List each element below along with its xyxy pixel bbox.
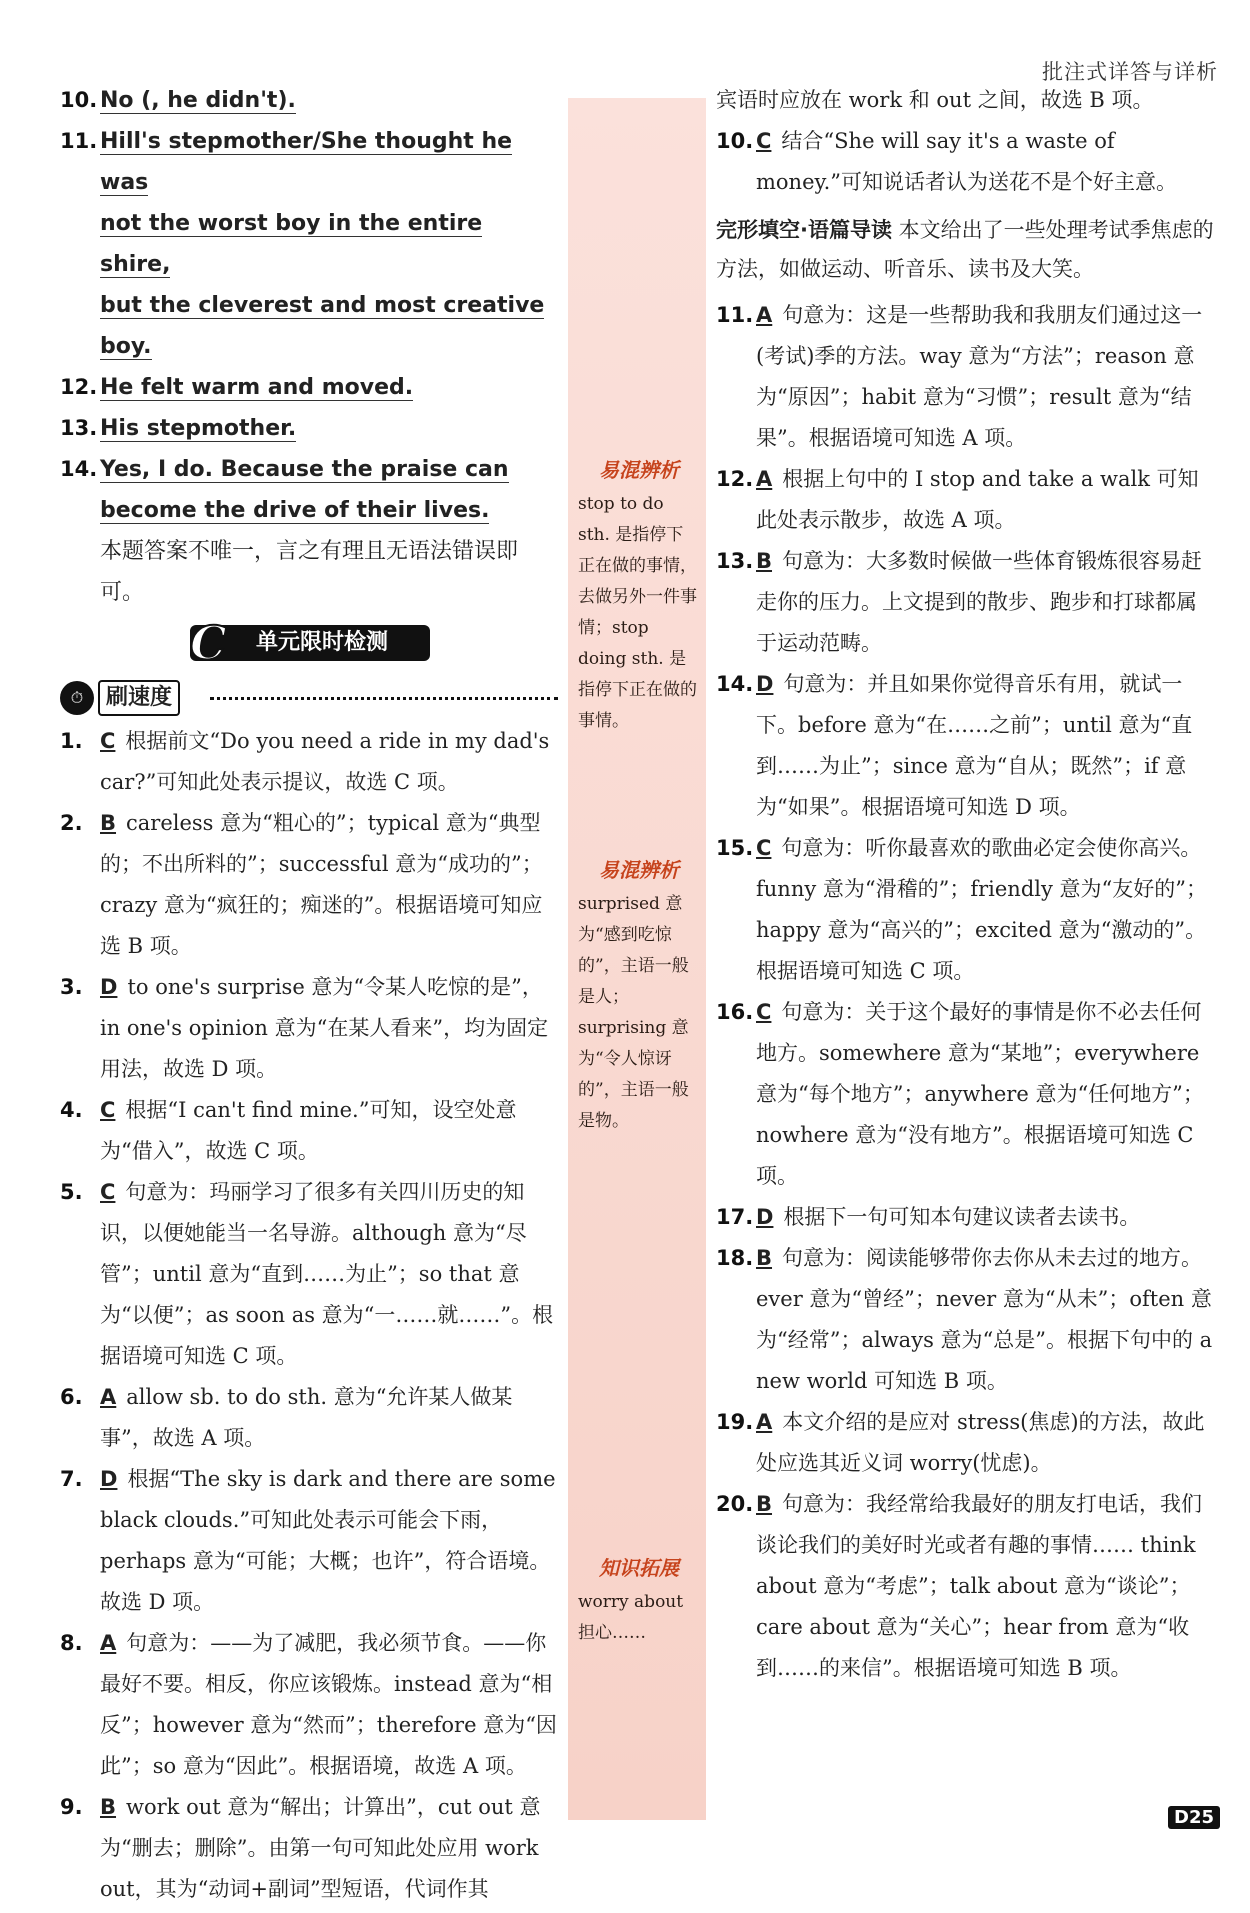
answer-number: 11. bbox=[60, 129, 98, 153]
answer-line: but the cleverest and most creative boy. bbox=[100, 293, 545, 359]
answer-number: 2. bbox=[60, 811, 83, 835]
answer-explanation: 句意为：阅读能够带你去你从未去过的地方。ever 意为“曾经”；never 意为“从未”；often 意为“经常”；always 意为“总是”。根据下句中的 a new world 可知选 B 项。 bbox=[756, 1246, 1213, 1393]
answer-key: B bbox=[100, 811, 117, 835]
answer-line: not the worst boy in the entire shire, bbox=[100, 211, 483, 277]
answer-number: 6. bbox=[60, 1385, 83, 1409]
answer-explanation: careless 意为“粗心的”；typical 意为“典型的；不出所料的”；successful 意为“成功的”；crazy 意为“疯狂的；痴迷的”。根据语境可知应选 B 项。 bbox=[100, 811, 543, 958]
reading-label: 完形填空·语篇导读 bbox=[716, 218, 892, 242]
written-answers bbox=[60, 80, 558, 613]
reading-intro bbox=[716, 211, 1216, 289]
answer-number: 13. bbox=[716, 549, 754, 573]
answer-number: 1. bbox=[60, 729, 83, 753]
answer-number: 4. bbox=[60, 1098, 83, 1122]
answer-number: 12. bbox=[716, 467, 754, 491]
reading-text: 本文给出了一些处理考试季焦虑的方法，如做运动、听音乐、读书及大笑。 bbox=[716, 218, 1214, 281]
written-answer-item bbox=[60, 121, 558, 367]
written-answer-item bbox=[60, 80, 558, 121]
answer-line: become the drive of their lives. bbox=[100, 498, 490, 523]
answer-number: 20. bbox=[716, 1492, 754, 1516]
answer-item bbox=[716, 1484, 1216, 1689]
answer-item bbox=[60, 803, 558, 967]
section-heading bbox=[60, 616, 558, 670]
answer-explanation: 句意为：我经常给我最好的朋友打电话，我们谈论我们的美好时光或者有趣的事情…… think about 意为“考虑”；talk about 意为“谈论”；care about 意为“关心”；hear from 意为“收到……的来信”。根据语境可知选 B 项。 bbox=[756, 1492, 1203, 1680]
answer-item bbox=[60, 1623, 558, 1787]
answer-explanation: 句意为：这是一些帮助我和我朋友们通过这一(考试)季的方法。way 意为“方法”；reason 意为“原因”；habit 意为“习惯”；result 意为“结果”。根据语境可知选 A 项。 bbox=[756, 303, 1203, 450]
answer-explanation: 句意为：玛丽学习了很多有关四川历史的知识，以便她能当一名导游。although 意为“尽管”；until 意为“直到……为止”；so that 意为“以便”；as soon as 意为“一……就……”。根据语境可知选 C 项。 bbox=[100, 1180, 554, 1368]
answer-number: 10. bbox=[60, 88, 98, 112]
answer-key: C bbox=[756, 836, 772, 860]
answer-item bbox=[60, 1377, 558, 1459]
answer-text bbox=[100, 80, 558, 121]
answer-explanation: 根据下一句可知本句建议读者去读书。 bbox=[783, 1205, 1141, 1229]
answer-item bbox=[716, 1238, 1216, 1402]
answer-key: A bbox=[756, 303, 773, 327]
answer-explanation: 根据前文“Do you need a ride in my dad's car?”可知此处表示提议，故选 C 项。 bbox=[100, 729, 550, 794]
answer-explanation: 句意为：听你最喜欢的歌曲必定会使你高兴。funny 意为“滑稽的”；friendly 意为“友好的”；happy 意为“高兴的”；excited 意为“激动的”。根据语境可知选 C 项。 bbox=[756, 836, 1208, 983]
answer-line-row bbox=[100, 490, 558, 531]
answer-explanation: 句意为：并且如果你觉得音乐有用，就试一下。before 意为“在……之前”；until 意为“直到……为止”；since 意为“自从；既然”；if 意为“如果”。根据语境可知选 D 项。 bbox=[756, 672, 1193, 819]
answer-key: B bbox=[100, 1795, 117, 1819]
answer-text bbox=[100, 367, 558, 408]
continued-text: 宾语时应放在 work 和 out 之间，故选 B 项。 bbox=[716, 88, 1154, 112]
answer-item bbox=[716, 295, 1216, 459]
answer-number: 16. bbox=[716, 1000, 754, 1024]
answer-key: B bbox=[756, 1246, 773, 1270]
answer-explanation: allow sb. to do sth. 意为“允许某人做某事”，故选 A 项。 bbox=[100, 1385, 513, 1450]
answer-key: C bbox=[100, 1098, 116, 1122]
answer-item bbox=[60, 1787, 558, 1910]
answer-item bbox=[716, 541, 1216, 664]
answer-number: 5. bbox=[60, 1180, 83, 1204]
answer-text bbox=[100, 408, 558, 449]
side-note-2 bbox=[578, 855, 700, 1137]
answer-text bbox=[100, 121, 558, 367]
answer-item bbox=[60, 1090, 558, 1172]
answer-number: 10. bbox=[716, 129, 754, 153]
answer-number: 8. bbox=[60, 1631, 83, 1655]
answer-item bbox=[716, 1197, 1216, 1238]
side-note-3 bbox=[578, 1553, 700, 1649]
answer-line-row bbox=[100, 285, 558, 367]
answer-key: A bbox=[100, 1385, 117, 1409]
answer-number: 15. bbox=[716, 836, 754, 860]
answer-item bbox=[716, 992, 1216, 1197]
answer-key: A bbox=[756, 1410, 773, 1434]
answer-number: 14. bbox=[716, 672, 754, 696]
answer-line: His stepmother. bbox=[100, 416, 297, 441]
answer-number: 7. bbox=[60, 1467, 83, 1491]
note-text: worry about 担心…… bbox=[578, 1592, 684, 1643]
answer-explanation: to one's surprise 意为“令某人吃惊的是”，in one's opinion 意为“在某人看来”，均为固定用法，故选 D 项。 bbox=[100, 975, 549, 1081]
speed-heading bbox=[60, 677, 558, 719]
note-title: 易混辨析 bbox=[599, 458, 679, 482]
answer-key: D bbox=[756, 672, 774, 696]
answer-key: D bbox=[756, 1205, 774, 1229]
answer-line: He felt warm and moved. bbox=[100, 375, 414, 400]
answer-explanation: 根据上句中的 I stop and take a walk 可知此处表示散步，故选 A 项。 bbox=[756, 467, 1199, 532]
answer-list-right bbox=[716, 295, 1216, 1689]
stopwatch-icon: ⏱ bbox=[60, 681, 94, 715]
answer-explanation: 结合“She will say it's a waste of money.”可知说话者认为送花不是个好主意。 bbox=[756, 129, 1177, 194]
answer-explanation: 本文介绍的是应对 stress(焦虑)的方法，故此处应选其近义词 worry(忧虑)。 bbox=[756, 1410, 1205, 1475]
dotted-divider bbox=[210, 697, 558, 700]
section-title: 单元限时检测 bbox=[190, 625, 430, 661]
answer-item bbox=[716, 121, 1216, 203]
answer-explanation: work out 意为“解出；计算出”，cut out 意为“删去；删除”。由第一句可知此处应用 work out，其为“动词+副词”型短语，代词作其 bbox=[100, 1795, 541, 1901]
answer-number: 19. bbox=[716, 1410, 754, 1434]
answer-number: 14. bbox=[60, 457, 98, 481]
answer-item bbox=[60, 967, 558, 1090]
answer-explanation: 句意为：——为了减肥，我必须节食。——你最好不要。相反，你应该锻炼。instead 意为“相反”；however 意为“然而”；therefore 意为“因此”；so 意为“因此”。根据语境，故选 A 项。 bbox=[100, 1631, 557, 1778]
page-header: 批注式详答与详析 bbox=[1042, 60, 1218, 84]
answer-line: Yes, I do. Because the praise can bbox=[100, 457, 509, 482]
written-answer-item bbox=[60, 367, 558, 408]
answer-item bbox=[60, 1172, 558, 1377]
answer-key: A bbox=[756, 467, 773, 491]
answer-key: C bbox=[100, 1180, 116, 1204]
written-answer-item bbox=[60, 408, 558, 449]
answer-key: D bbox=[100, 975, 118, 999]
answer-number: 18. bbox=[716, 1246, 754, 1270]
note-title: 易混辨析 bbox=[599, 858, 679, 882]
section-letter-icon: C bbox=[190, 616, 227, 670]
answer-line-row bbox=[100, 449, 558, 490]
answer-explanation: 句意为：关于这个最好的事情是你不必去任何地方。somewhere 意为“某地”；everywhere 意为“每个地方”；anywhere 意为“任何地方”；nowhere 意为“没有地方”。根据语境可知选 C 项。 bbox=[756, 1000, 1204, 1188]
answer-key: B bbox=[756, 1492, 773, 1516]
answer-item bbox=[60, 721, 558, 803]
answer-line: No (, he didn't). bbox=[100, 88, 296, 113]
answer-number: 9. bbox=[60, 1795, 83, 1819]
answer-line: Hill's stepmother/She thought he was bbox=[100, 129, 513, 195]
answer-text bbox=[100, 449, 558, 613]
answer-number: 12. bbox=[60, 375, 98, 399]
answer-line-row bbox=[100, 203, 558, 285]
answer-number: 17. bbox=[716, 1205, 754, 1229]
answer-key: D bbox=[100, 1467, 118, 1491]
note-text: surprised 意为“感到吃惊的”，主语一般是人；surprising 意为“令人惊讶的”，主语一般是物。 bbox=[578, 894, 689, 1131]
answer-item bbox=[716, 664, 1216, 828]
answer-explanation: 根据“The sky is dark and there are some black clouds.”可知此处表示可能会下雨，perhaps 意为“可能；大概；也许”，符合语境。故选 D 项。 bbox=[100, 1467, 556, 1614]
answer-item bbox=[716, 1402, 1216, 1484]
answer-explanation: 根据“I can't find mine.”可知，设空处意为“借入”，故选 C 项。 bbox=[100, 1098, 517, 1163]
answer-line-row bbox=[100, 121, 558, 203]
answer-key: A bbox=[100, 1631, 117, 1655]
left-column bbox=[60, 80, 558, 1910]
answer-note: 本题答案不唯一，言之有理且无语法错误即可。 bbox=[100, 539, 519, 605]
answer-key: C bbox=[756, 1000, 772, 1024]
speed-label: 刷速度 bbox=[98, 680, 180, 716]
answer-item bbox=[716, 828, 1216, 992]
answer-key: C bbox=[756, 129, 772, 153]
answer-number: 13. bbox=[60, 416, 98, 440]
answer-list-left bbox=[60, 721, 558, 1910]
answer-explanation: 句意为：大多数时候做一些体育锻炼很容易赶走你的压力。上文提到的散步、跑步和打球都属于运动范畴。 bbox=[756, 549, 1203, 655]
answer-item bbox=[716, 459, 1216, 541]
answer-item bbox=[60, 1459, 558, 1623]
answer-key: B bbox=[756, 549, 773, 573]
note-title: 知识拓展 bbox=[599, 1556, 679, 1580]
answer-number: 11. bbox=[716, 303, 754, 327]
answer-key: C bbox=[100, 729, 116, 753]
note-text: stop to do sth. 是指停下正在做的事情，去做另外一件事情；stop doing sth. 是指停下正在做的事情。 bbox=[578, 494, 697, 731]
answer-number: 3. bbox=[60, 975, 83, 999]
right-column bbox=[716, 80, 1216, 1689]
page-number: D25 bbox=[1168, 1806, 1220, 1829]
side-note-1 bbox=[578, 455, 700, 737]
written-answer-item bbox=[60, 449, 558, 613]
